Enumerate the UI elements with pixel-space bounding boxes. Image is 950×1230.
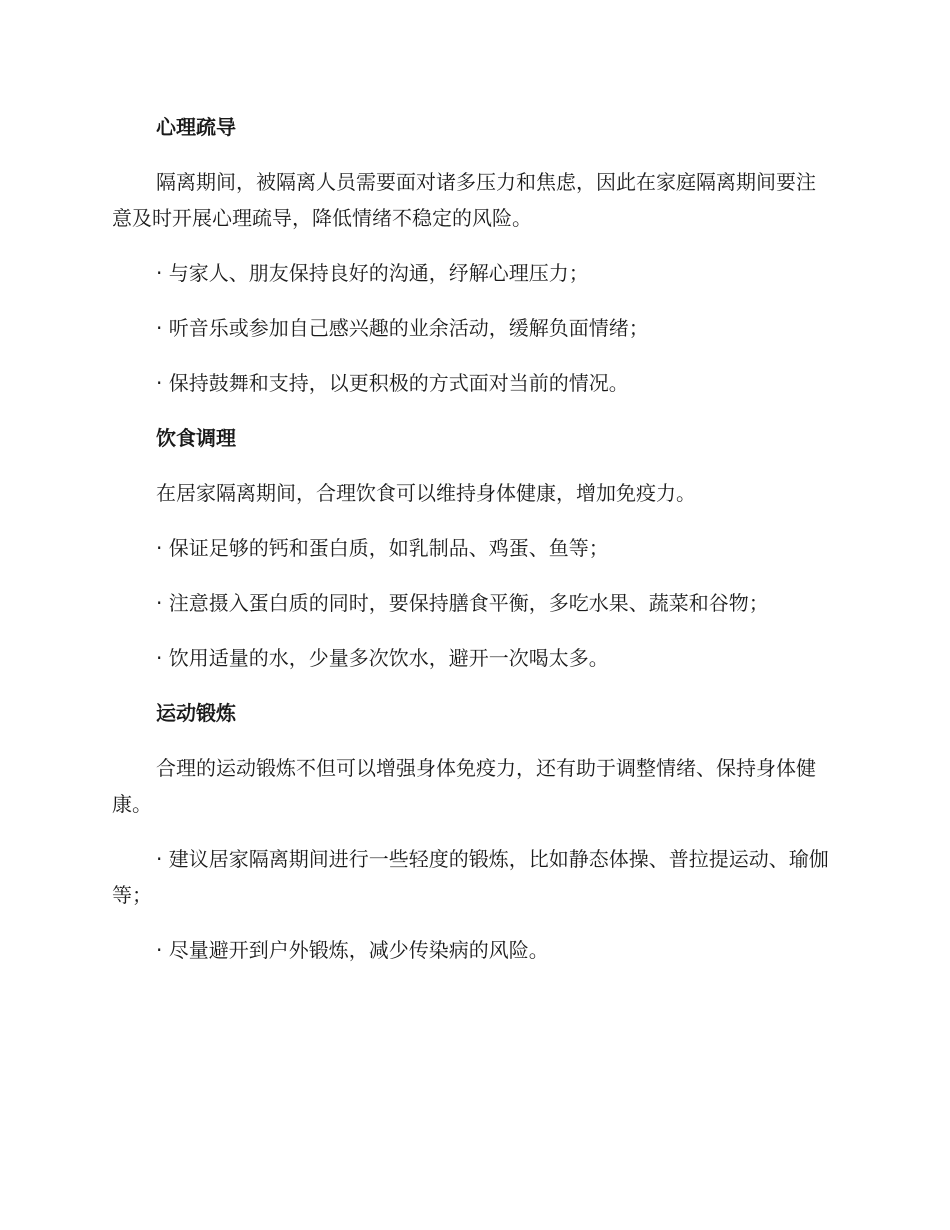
list-item: · 听音乐或参加自己感兴趣的业余活动，缓解负面情绪； [156,316,649,340]
section-psychological [112,112,832,401]
list-item: · 尽量避开到户外锻炼，减少传染病的风险。 [156,938,549,962]
section-diet [112,423,832,676]
list-item: · 保证足够的钙和蛋白质，如乳制品、鸡蛋、鱼等； [156,536,609,560]
section-heading: 饮食调理 [156,426,236,450]
list-item: · 保持鼓舞和支持，以更积极的方式面对当前的情况。 [156,371,629,395]
section-paragraph: 合理的运动锻炼不但可以增强身体免疫力，还有助于调整情绪、保持身体健康。 [112,756,816,816]
list-item: · 饮用适量的水，少量多次饮水，避开一次喝太多。 [156,646,609,670]
list-item: · 与家人、朋友保持良好的沟通，纾解心理压力； [156,261,589,285]
section-heading: 心理疏导 [156,115,236,139]
section-heading: 运动锻炼 [156,701,236,725]
section-paragraph: 隔离期间，被隔离人员需要面对诸多压力和焦虑，因此在家庭隔离期间要注意及时开展心理疏导，降低情绪不稳定的风险。 [112,170,816,230]
section-paragraph: 在居家隔离期间，合理饮食可以维持身体健康，增加免疫力。 [156,481,696,505]
list-item: · 建议居家隔离期间进行一些轻度的锻炼，比如静态体操、普拉提运动、瑜伽等； [112,847,829,907]
list-item: · 注意摄入蛋白质的同时，要保持膳食平衡，多吃水果、蔬菜和谷物； [156,591,769,615]
section-exercise [112,698,832,968]
